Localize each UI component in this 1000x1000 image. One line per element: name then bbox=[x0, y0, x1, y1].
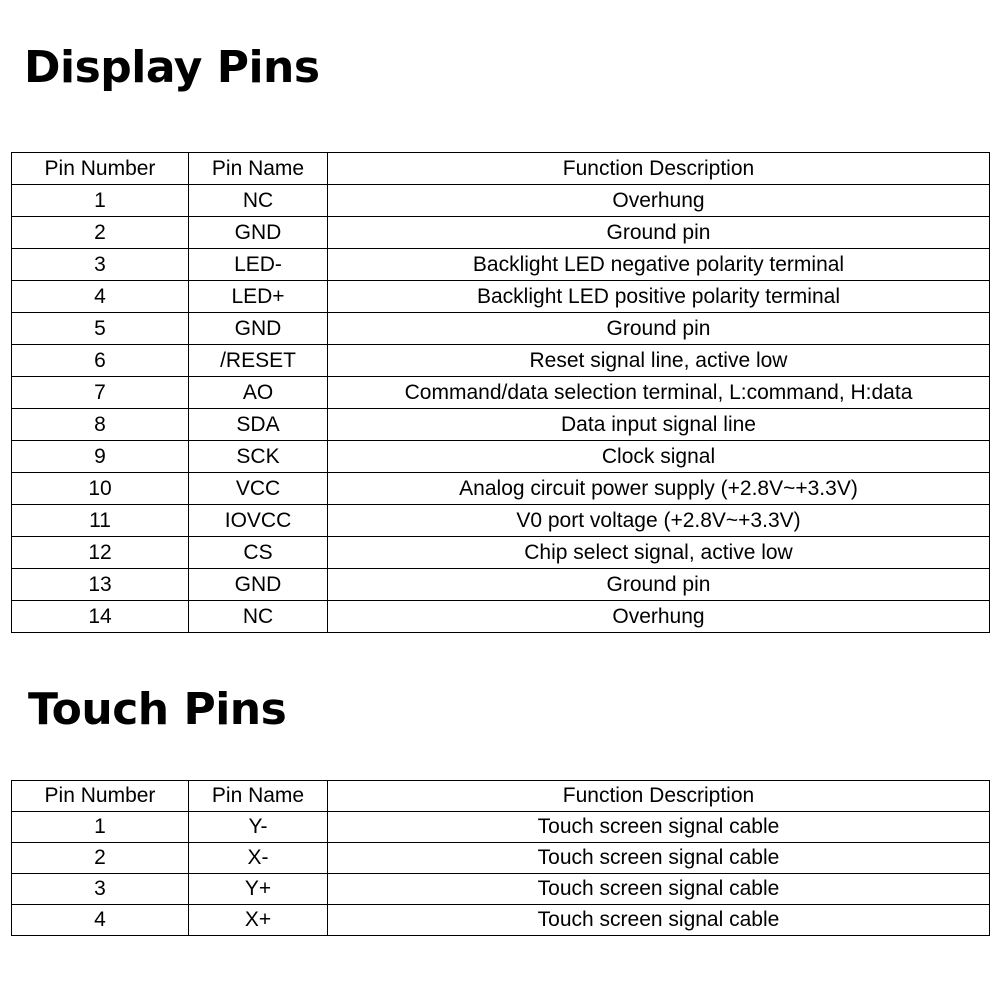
header-pin-number: Pin Number bbox=[12, 781, 189, 812]
display-pins-body bbox=[12, 185, 990, 633]
pin-number-cell: 1 bbox=[12, 812, 189, 843]
pin-name-cell: GND bbox=[189, 217, 328, 249]
table-row bbox=[12, 843, 990, 874]
pin-name-cell: SDA bbox=[189, 409, 328, 441]
table-row bbox=[12, 377, 990, 409]
table-row bbox=[12, 601, 990, 633]
function-description-cell: Command/data selection terminal, L:command, H:data bbox=[328, 377, 990, 409]
touch-pins-title: Touch Pins bbox=[28, 684, 287, 735]
function-description-cell: Touch screen signal cable bbox=[328, 874, 990, 905]
header-pin-number: Pin Number bbox=[12, 153, 189, 185]
display-pins-table bbox=[11, 152, 990, 633]
touch-pins-table bbox=[11, 780, 990, 936]
table-header-row bbox=[12, 781, 990, 812]
pin-number-cell: 2 bbox=[12, 217, 189, 249]
pin-number-cell: 9 bbox=[12, 441, 189, 473]
function-description-cell: Ground pin bbox=[328, 569, 990, 601]
function-description-cell: Ground pin bbox=[328, 217, 990, 249]
function-description-cell: Overhung bbox=[328, 601, 990, 633]
pin-name-cell: /RESET bbox=[189, 345, 328, 377]
table-row bbox=[12, 874, 990, 905]
table-row bbox=[12, 217, 990, 249]
pin-name-cell: X- bbox=[189, 843, 328, 874]
function-description-cell: Touch screen signal cable bbox=[328, 905, 990, 936]
pin-number-cell: 3 bbox=[12, 874, 189, 905]
pin-number-cell: 4 bbox=[12, 905, 189, 936]
pin-name-cell: LED- bbox=[189, 249, 328, 281]
function-description-cell: Backlight LED positive polarity terminal bbox=[328, 281, 990, 313]
pin-number-cell: 1 bbox=[12, 185, 189, 217]
pin-number-cell: 2 bbox=[12, 843, 189, 874]
function-description-cell: Data input signal line bbox=[328, 409, 990, 441]
pin-name-cell: GND bbox=[189, 313, 328, 345]
function-description-cell: Overhung bbox=[328, 185, 990, 217]
pin-name-cell: Y+ bbox=[189, 874, 328, 905]
pin-name-cell: LED+ bbox=[189, 281, 328, 313]
table-row bbox=[12, 537, 990, 569]
pin-name-cell: GND bbox=[189, 569, 328, 601]
table-row bbox=[12, 569, 990, 601]
pin-name-cell: SCK bbox=[189, 441, 328, 473]
pin-number-cell: 4 bbox=[12, 281, 189, 313]
pin-number-cell: 5 bbox=[12, 313, 189, 345]
table-row bbox=[12, 905, 990, 936]
table-row bbox=[12, 345, 990, 377]
pin-name-cell: X+ bbox=[189, 905, 328, 936]
pin-name-cell: CS bbox=[189, 537, 328, 569]
pin-number-cell: 11 bbox=[12, 505, 189, 537]
display-pins-title: Display Pins bbox=[24, 42, 320, 93]
header-function-description: Function Description bbox=[328, 153, 990, 185]
table-row bbox=[12, 441, 990, 473]
table-row bbox=[12, 812, 990, 843]
pin-name-cell: NC bbox=[189, 185, 328, 217]
table-row bbox=[12, 473, 990, 505]
function-description-cell: V0 port voltage (+2.8V~+3.3V) bbox=[328, 505, 990, 537]
table-row bbox=[12, 249, 990, 281]
pin-name-cell: IOVCC bbox=[189, 505, 328, 537]
table-row bbox=[12, 185, 990, 217]
function-description-cell: Analog circuit power supply (+2.8V~+3.3V) bbox=[328, 473, 990, 505]
touch-pins-body bbox=[12, 812, 990, 936]
function-description-cell: Touch screen signal cable bbox=[328, 812, 990, 843]
pin-number-cell: 12 bbox=[12, 537, 189, 569]
table-header-row bbox=[12, 153, 990, 185]
pin-name-cell: Y- bbox=[189, 812, 328, 843]
function-description-cell: Chip select signal, active low bbox=[328, 537, 990, 569]
header-function-description: Function Description bbox=[328, 781, 990, 812]
table-row bbox=[12, 313, 990, 345]
pin-number-cell: 6 bbox=[12, 345, 189, 377]
function-description-cell: Ground pin bbox=[328, 313, 990, 345]
pin-number-cell: 8 bbox=[12, 409, 189, 441]
pin-number-cell: 14 bbox=[12, 601, 189, 633]
pin-name-cell: AO bbox=[189, 377, 328, 409]
pin-number-cell: 10 bbox=[12, 473, 189, 505]
header-pin-name: Pin Name bbox=[189, 781, 328, 812]
header-pin-name: Pin Name bbox=[189, 153, 328, 185]
table-row bbox=[12, 409, 990, 441]
pin-name-cell: VCC bbox=[189, 473, 328, 505]
pin-number-cell: 7 bbox=[12, 377, 189, 409]
pin-name-cell: NC bbox=[189, 601, 328, 633]
function-description-cell: Clock signal bbox=[328, 441, 990, 473]
function-description-cell: Reset signal line, active low bbox=[328, 345, 990, 377]
pin-number-cell: 13 bbox=[12, 569, 189, 601]
function-description-cell: Touch screen signal cable bbox=[328, 843, 990, 874]
function-description-cell: Backlight LED negative polarity terminal bbox=[328, 249, 990, 281]
table-row bbox=[12, 505, 990, 537]
table-row bbox=[12, 281, 990, 313]
pin-number-cell: 3 bbox=[12, 249, 189, 281]
